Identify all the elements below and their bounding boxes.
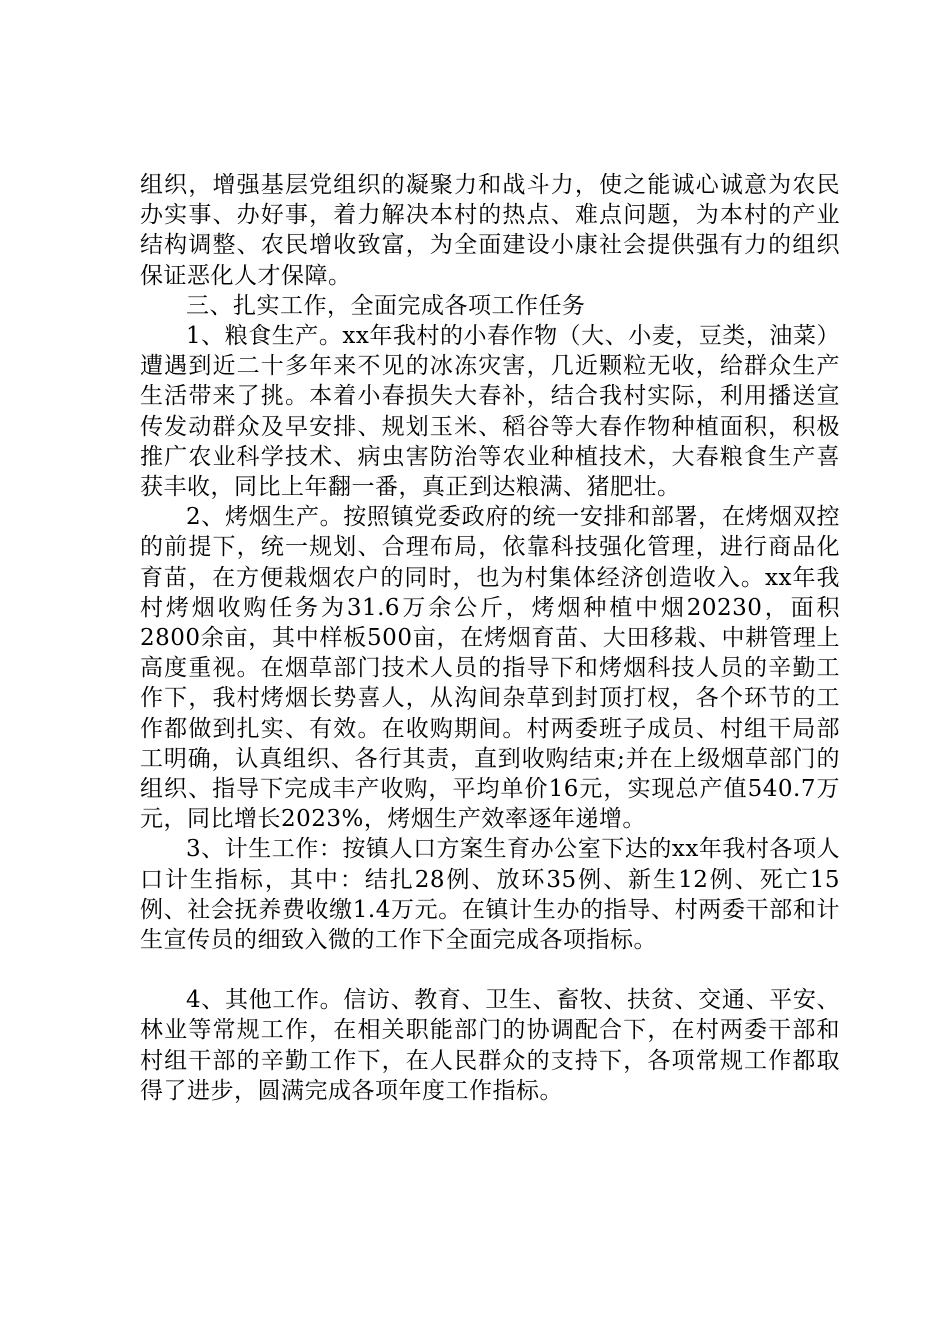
paragraph-family-planning: 3、计生工作：按镇人口方案生育办公室下达的xx年我村各项人口计生指标，其中：结扎28例、放环35例、新生12例、死亡15例、社会抚养费收缴1.4万元。在镇计生办的指导、村两委干部和计生宣传员的细致入微的工作下全面完成各项指标。	[140, 836, 840, 954]
paragraph-tobacco-production: 2、烤烟生产。按照镇党委政府的统一安排和部署，在烤烟双控的前提下，统一规划、合理布局，依靠科技强化管理，进行商品化育苗，在方便栽烟农户的同时，也为村集体经济创造收入。xx年我村烤烟收购任务为31.6万余公斤，烤烟种植中烟20230，面积2800余亩，其中样板500亩，在烤烟育苗、大田移栽、中耕管理上高度重视。在烟草部门技术人员的指导下和烤烟科技人员的辛勤工作下，我村烤烟长势喜人，从沟间杂草到封顶打杈，各个环节的工作都做到扎实、有效。在收购期间。村两委班子成员、村组干局部工明确，认真组织、各行其责，直到收购结束;并在上级烟草部门的组织、指导下完成丰产收购，平均单价16元，实现总产值540.7万元，同比增长2023%，烤烟生产效率逐年递增。	[140, 504, 840, 833]
paragraph-grain-production: 1、粮食生产。xx年我村的小春作物（大、小麦，豆类，油菜）遭遇到近二十多年来不见的冰冻灾害，几近颗粒无收，给群众生产生活带来了挑。本着小春损失大春补，结合我村实际，利用播送宣传发动群众及早安排、规划玉米、稻谷等大春作物种植面积，积极推广农业科学技术、病虫害防治等农业种植技术，大春粮食生产喜获丰收，同比上年翻一番，真正到达粮满、猪肥壮。	[140, 323, 840, 501]
paragraph-continuation: 组织，增强基层党组织的凝聚力和战斗力，使之能诚心诚意为农民办实事、办好事，着力解决本村的热点、难点问题，为本村的产业结构调整、农民增收致富，为全面建设小康社会提供强有力的组织保证恶化人才保障。	[140, 172, 840, 289]
document-body	[140, 170, 840, 1106]
paragraph-spacer	[140, 955, 840, 985]
section-heading: 三、扎实工作，全面完成各项工作任务	[186, 292, 586, 319]
paragraph-other-work: 4、其他工作。信访、教育、卫生、畜牧、扶贫、交通、平安、林业等常规工作，在相关职能部门的协调配合下，在村两委干部和村组干部的辛勤工作下，在人民群众的支持下，各项常规工作都取得了进步，圆满完成各项年度工作指标。	[140, 987, 840, 1104]
